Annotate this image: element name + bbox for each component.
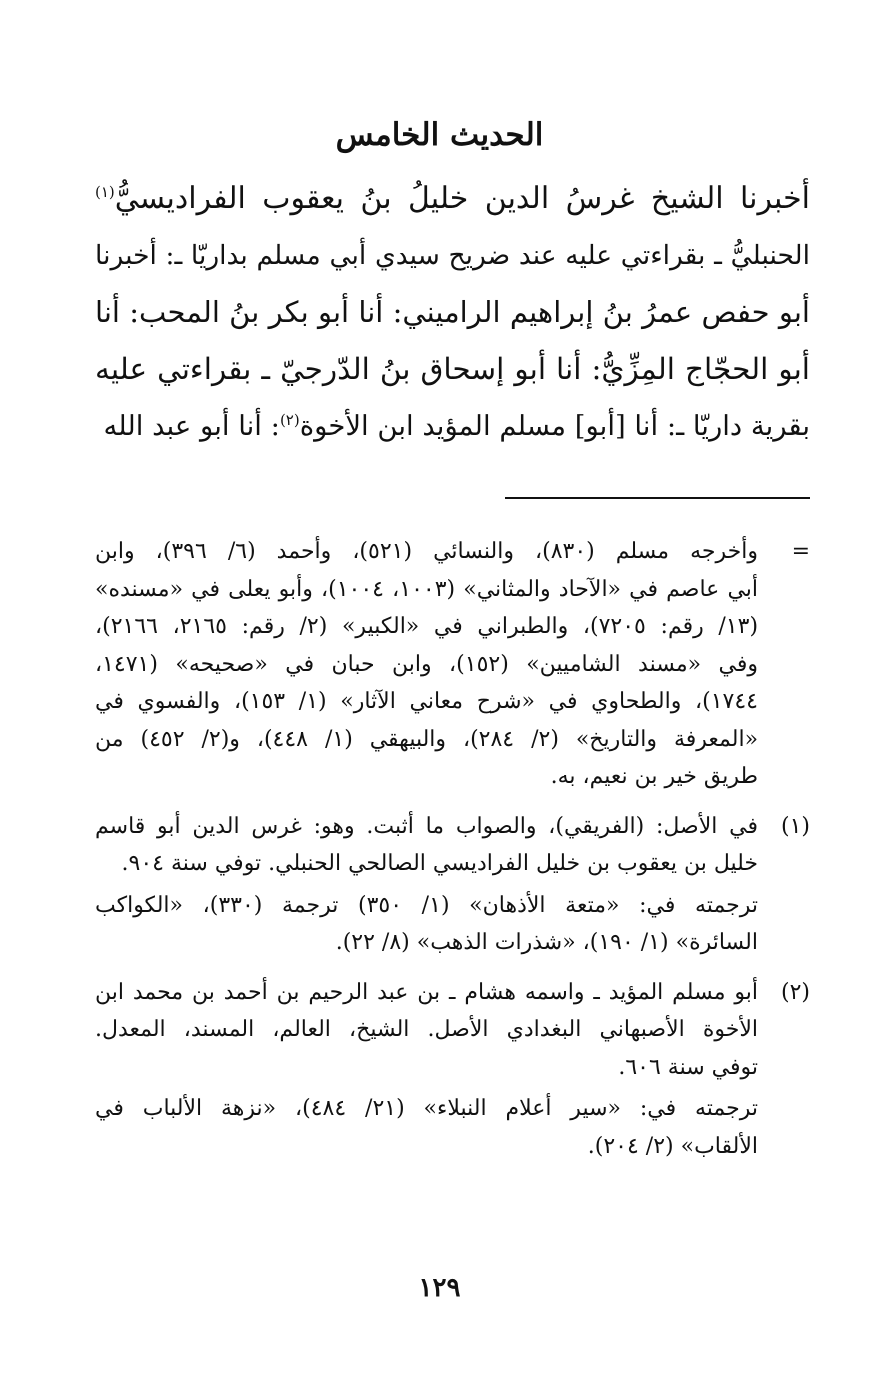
footnote-2 [95,974,810,1166]
footnote-line: الألقاب» (٢/ ٢٠٤). [587,1133,758,1159]
footnotes [95,533,810,1177]
footnote-line: خليل بن يعقوب بن خليل الفراديسي الصالحي الحنبلي. توفي سنة ٩٠٤. [121,851,758,876]
footnote-line: وفي «مسند الشاميين» (١٥٢)، وابن حبان في «صحيحه» (١٤٧١، [95,651,758,677]
footnote-line: الأخوة الأصبهاني البغدادي الأصل. الشيخ، العالم، المسند، المعدل. [95,1017,758,1042]
hadith-title: الحديث الخامس [335,117,544,153]
text-line: الحنبليُّ ـ بقراءتي عليه عند ضريح سيدي أبي مسلم بداريّا ـ: أخبرنا [95,240,810,271]
text-line: أبو الحجّاج المِزِّيُّ: أنا أبو إسحاق بنُ الدّرجيّ ـ بقراءتي عليه [95,352,810,386]
footnote-1 [95,808,810,962]
footnote-line: في الأصل: (الفريقي)، والصواب ما أثبت. وهو: غرس الدين أبو قاسم [95,813,758,839]
footnote-paragraph [95,1090,758,1165]
footnote-line: أبي عاصم في «الآحاد والمثاني» (١٠٠٣، ١٠٠٤)، وأبو يعلى في «مسنده» [95,576,759,602]
footnote-marker: = [791,539,810,564]
footnote-ref-2[interactable]: (٢) [279,410,300,429]
footnote-line: «المعرفة والتاريخ» (٢/ ٢٨٤)، والبيهقي (١/ ٤٤٨)، و(٢/ ٤٥٢) من [95,726,759,752]
text-line: أبو حفص عمرُ بنُ إبراهيم الراميني: أنا أبو بكر بنُ المحب: أنا [95,295,810,329]
footnote-line: (١٣/ رقم: ٧٢٠٥)، والطبراني في «الكبير» (٢/ رقم: ٢١٦٥، ٢١٦٦)، [95,614,759,639]
text-line: بقرية داريّا ـ: أنا [أبو] مسلم المؤيد ابن الأخوة$^{(٢)}$: أنا أبو عبد الله [103,410,810,442]
footnote-line: السائرة» (١/ ١٩٠)، «شذرات الذهب» (٨/ ٢٢). [335,930,758,955]
hadith-text [95,170,810,455]
footnote-line: ١٧٤٤)، والطحاوي في «شرح معاني الآثار» (١/ ١٥٣)، والفسوي في [95,689,758,714]
footnote-marker: (١) [780,813,810,839]
footnote-line: توفي سنة ٦٠٦. [618,1054,758,1080]
footnote-line: وأخرجه مسلم (٨٣٠)، والنسائي (٥٢١)، وأحمد (٦/ ٣٩٦)، وابن [95,539,758,564]
footnote-paragraph [95,974,758,1087]
page-number: ١٢٩ [418,1273,461,1303]
footnote-line: طريق خير بن نعيم، به. [550,764,758,789]
footnote-paragraph [95,808,758,883]
footnote-line: ترجمته في: «سير أعلام النبلاء» (٢١/ ٤٨٤)، «نزهة الألباب في [95,1096,759,1121]
footnote-continuation [95,533,810,796]
text-line: أخبرنا الشيخ غرسُ الدين خليلُ بنُ يعقوب الفراديسيُّ$^{(١)}$ [95,181,810,216]
footnote-ref-1[interactable]: (١) [95,183,115,201]
footnote-paragraph [95,533,758,796]
footnote-line: أبو مسلم المؤيد ـ واسمه هشام ـ بن عبد الرحيم بن أحمد بن محمد ابن [95,979,758,1005]
footnote-line: ترجمته في: «متعة الأذهان» (١/ ٣٥٠) ترجمة (٣٣٠)، «الكواكب [95,892,759,918]
footnote-separator [505,497,810,499]
footnote-paragraph [95,887,758,962]
footnote-marker: (٢) [780,979,810,1005]
